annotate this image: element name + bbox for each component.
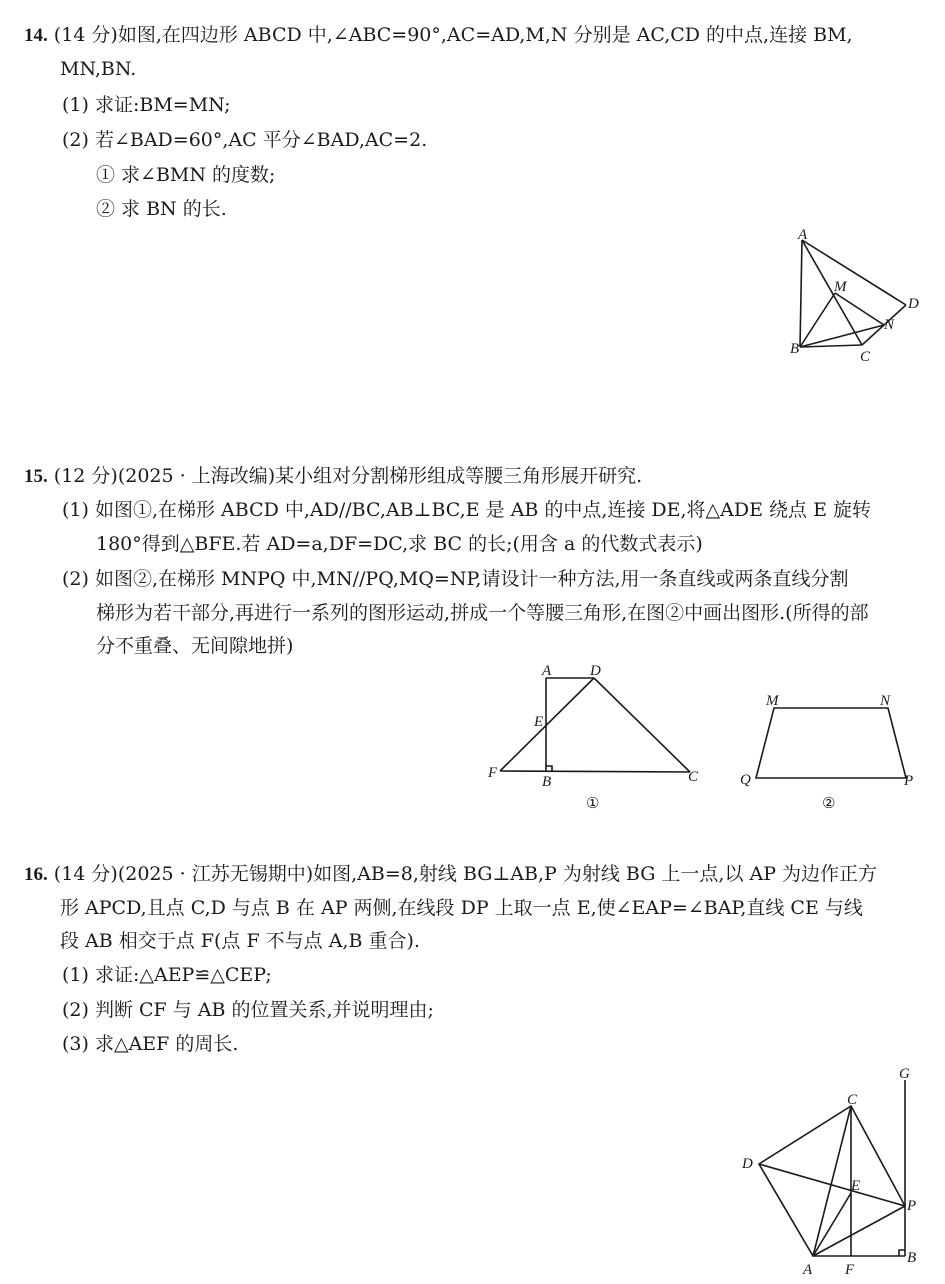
q16-number: 16. [24,864,48,885]
q16-part-2: (2) 判断 CF 与 AB 的位置关系,并说明理由; [62,999,434,1021]
q15-part-1-line-2: 180°得到△BFE.若 AD=a,DF=DC,求 BC 的长;(用含 a 的代数式表示) [96,533,703,555]
q14-sub-2: ② 求 BN 的长. [96,198,227,220]
q16-label-b: B [907,1250,917,1266]
q14-stem-2: MN,BN. [60,58,137,80]
q14-sub-1: ① 求∠BMN 的度数; [96,164,276,186]
q16-part-1: (1) 求证:△AEP≌△CEP; [62,964,272,986]
q15-f1-label-d: D [590,663,601,679]
q14-label-a: A [798,227,808,243]
q15-f1-caption: ① [586,796,600,812]
q15-f2-label-n: N [880,693,891,709]
q15-f2-caption: ② [822,796,836,812]
q15-number: 15. [24,466,48,487]
q15-part-1-line-1: (1) 如图①,在梯形 ABCD 中,AD//BC,AB⊥BC,E 是 AB 的中点,连接 DE,将△ADE 绕点 E 旋转 [62,499,871,521]
q14-stem-1: (14 分)如图,在四边形 ABCD 中,∠ABC=90°,AC=AD,M,N 分别是 AC,CD 的中点,连接 BM, [53,24,853,46]
q14-label-n: N [884,317,895,333]
q14-part-1: (1) 求证:BM=MN; [62,94,231,116]
q15-f1-label-b: B [542,774,552,790]
q16-stem-3: 段 AB 相交于点 F(点 F 不与点 A,B 重合). [60,930,420,952]
q14-label-d: D [908,296,919,312]
q16-label-g: G [899,1066,910,1082]
q14-figure [780,225,930,365]
q16-stem-2: 形 APCD,且点 C,D 与点 B 在 AP 两侧,在线段 DP 上取一点 E,使∠EAP=∠BAP,直线 CE 与线 [60,897,863,919]
q15-f2-label-m: M [766,693,779,709]
q16-label-p: P [907,1198,917,1214]
q15-line-1 [24,463,642,490]
q14-label-b: B [790,341,800,357]
q16-label-d: D [742,1156,753,1172]
q15-part-2-line-1: (2) 如图②,在梯形 MNPQ 中,MN//PQ,MQ=NP,请设计一种方法,用一条直线或两条直线分割 [62,568,849,590]
q16-label-a: A [803,1262,813,1278]
q15-stem-1: (12 分)(2025 · 上海改编)某小组对分割梯形组成等腰三角形展开研究. [53,465,643,487]
q16-stem-1: (14 分)(2025 · 江苏无锡期中)如图,AB=8,射线 BG⊥AB,P 为射线 BG 上一点,以 AP 为边作正方 [53,863,878,885]
q15-f1-label-e: E [534,714,544,730]
q14-line-1 [24,22,853,49]
q14-label-c: C [860,349,871,365]
q15-part-2-line-3: 分不重叠、无间隙地拼) [96,635,294,657]
q16-line-1 [24,861,877,888]
q15-figure-2 [736,686,926,820]
q16-label-c: C [847,1092,858,1108]
q15-f1-label-f: F [488,765,498,781]
q15-f1-label-a: A [542,663,552,679]
q14-part-2: (2) 若∠BAD=60°,AC 平分∠BAD,AC=2. [62,129,428,151]
q15-f2-label-p: P [904,773,914,789]
q15-part-2-line-2: 梯形为若干部分,再进行一系列的图形运动,拼成一个等腰三角形,在图②中画出图形.(所得的部 [96,602,869,624]
q16-label-e: E [851,1178,861,1194]
q16-figure [735,1062,935,1280]
q16-label-f: F [845,1262,855,1278]
q15-f2-label-q: Q [740,772,751,788]
q16-part-3: (3) 求△AEF 的周长. [62,1033,239,1055]
q14-label-m: M [834,279,847,295]
q15-f1-label-c: C [688,769,699,785]
q15-figure-1 [482,660,712,820]
q14-number: 14. [24,25,48,46]
